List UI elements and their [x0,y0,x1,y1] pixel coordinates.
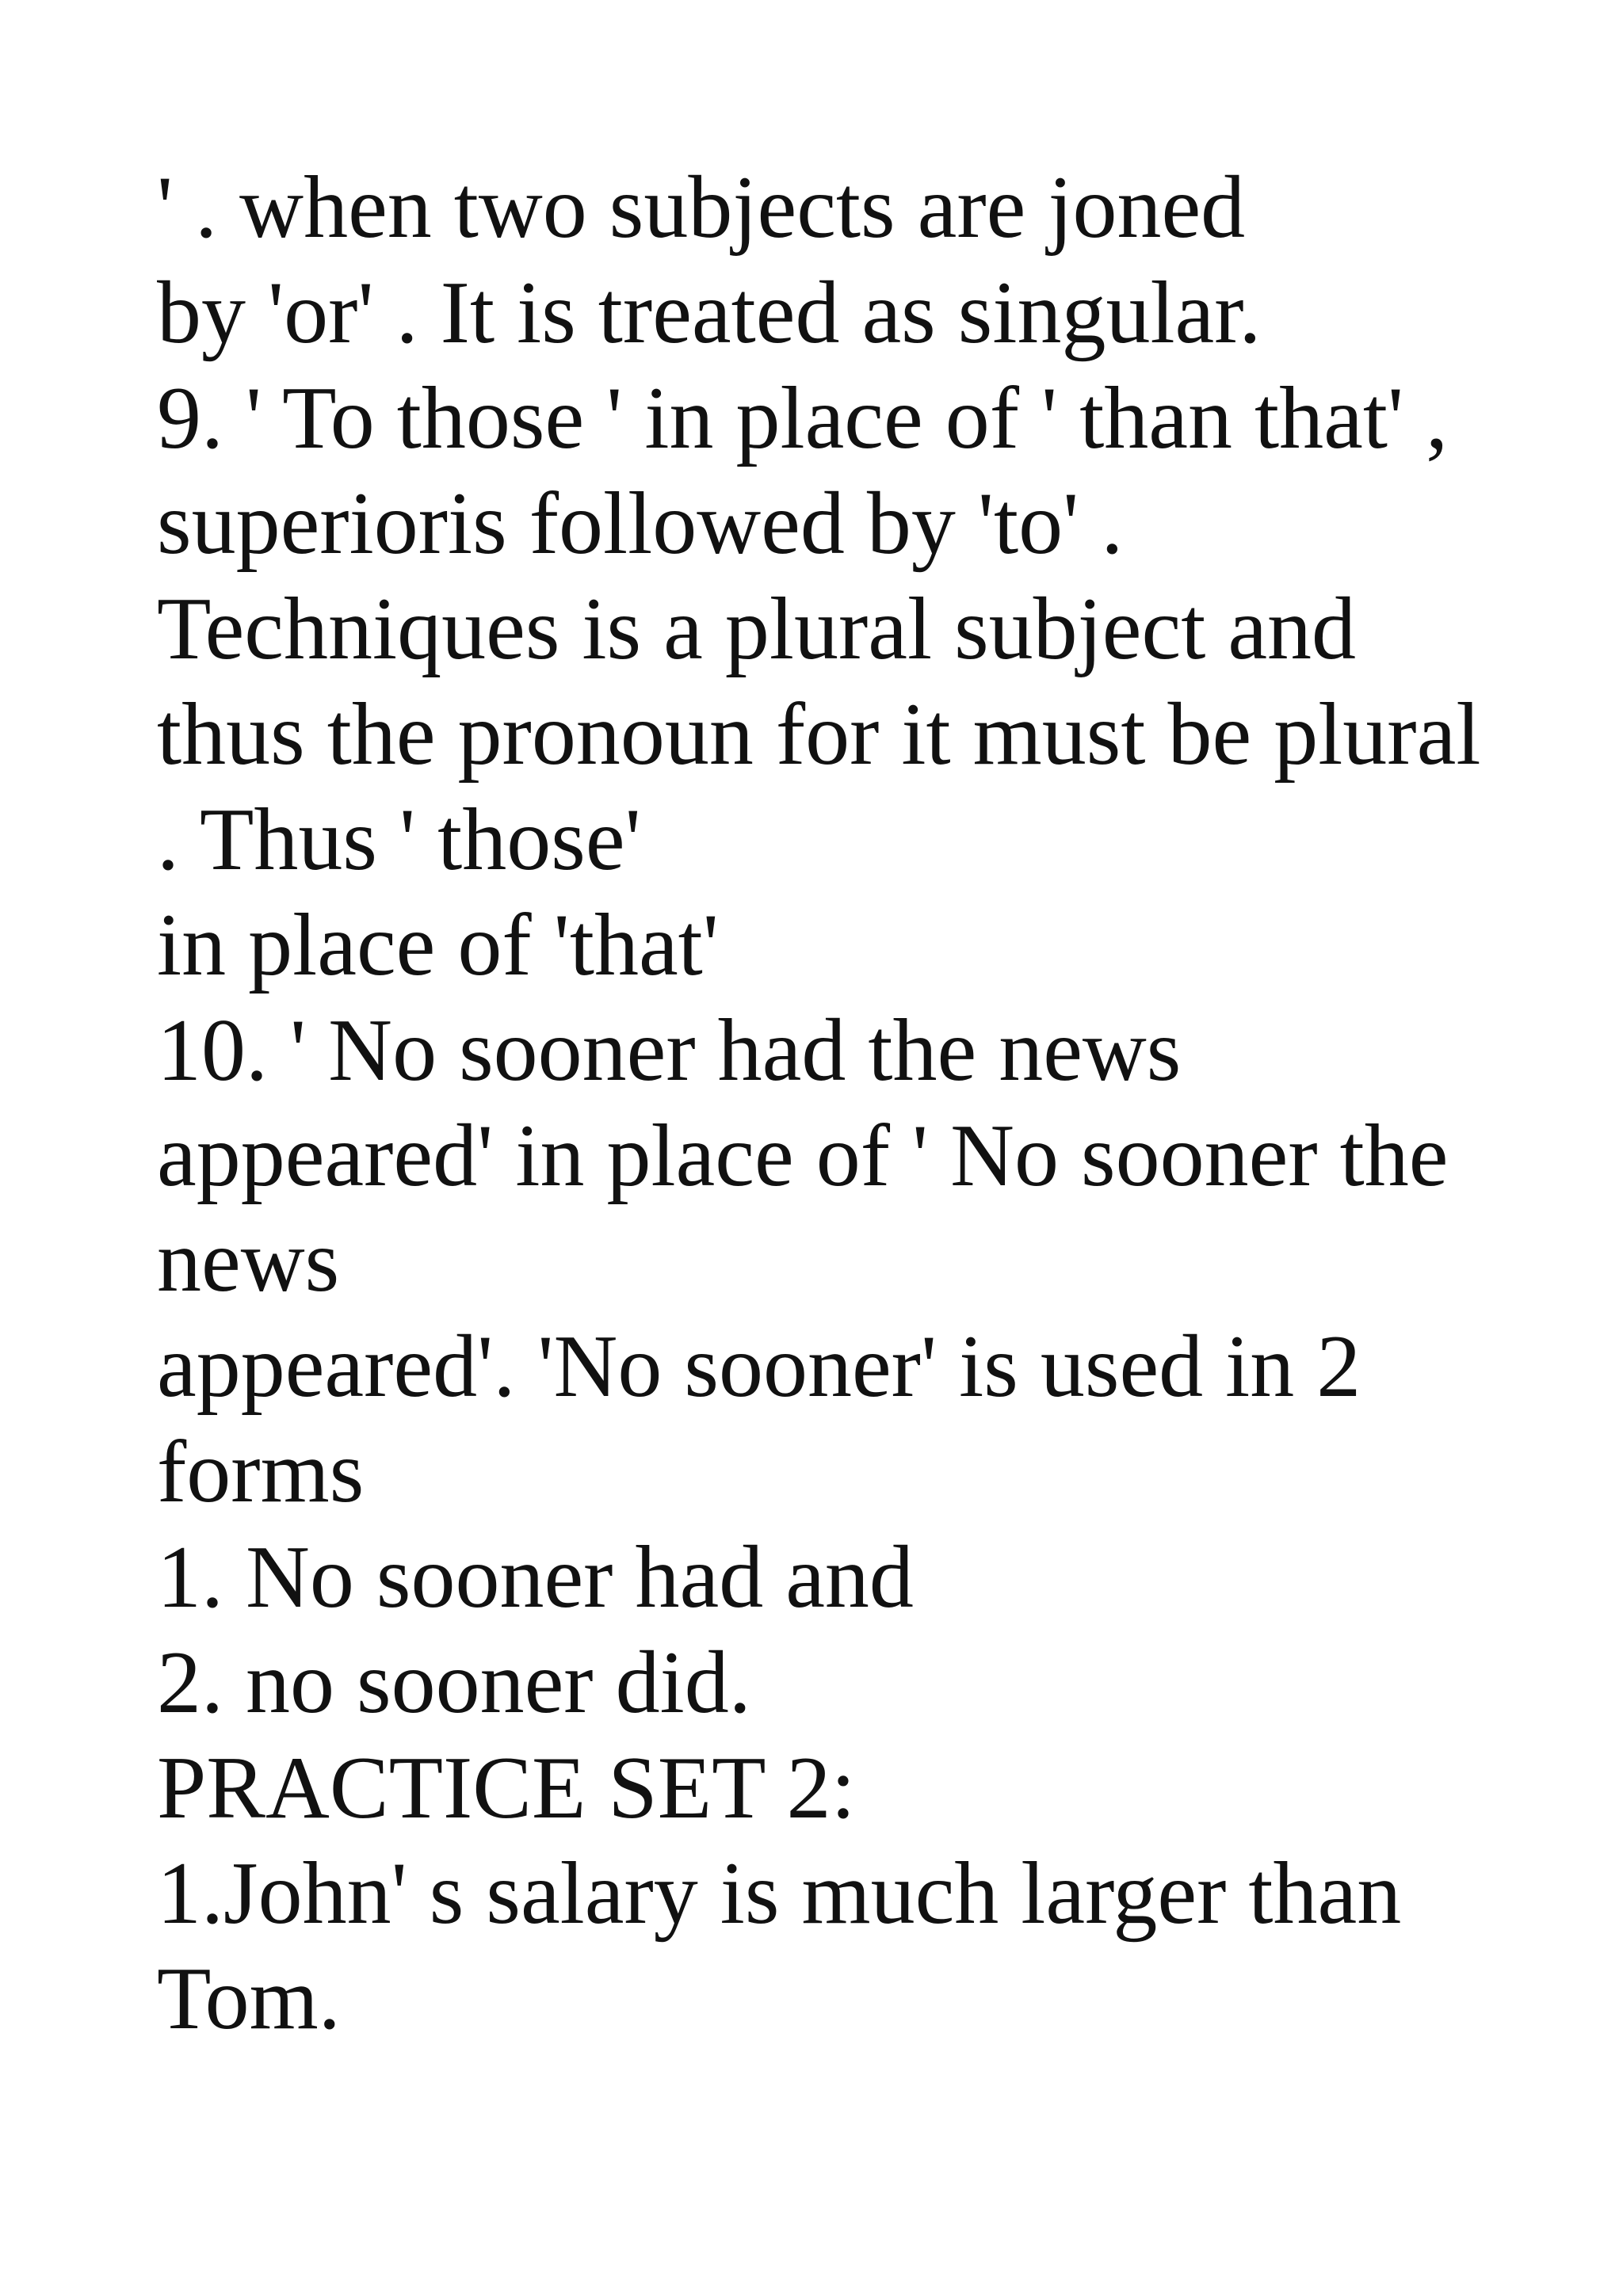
text-line: superioris followed by 'to' . [157,475,1124,573]
text-line: 9. ' To those ' in place of ' than that' , [157,369,1449,467]
text-line: by 'or' . It is treated as singular. [157,264,1262,362]
text-line: news [157,1212,340,1310]
text-line: 1.John' s salary is much larger than [157,1844,1402,1943]
text-line: Techniques is a plural subject and [157,580,1357,678]
document-text [157,155,1583,2052]
text-line: ' . when two subjects are joned [157,158,1246,257]
section-heading: PRACTICE SET 2: [157,1739,856,1837]
text-line: 2. no sooner did. [157,1634,751,1732]
text-line: 10. ' No sooner had the news [157,1001,1182,1100]
text-line: forms [157,1423,365,1521]
text-line: appeared' in place of ' No sooner the [157,1107,1449,1205]
text-line: in place of 'that' [157,896,719,994]
text-line: . Thus ' those' [157,791,641,889]
text-line: 1. No sooner had and [157,1528,914,1627]
text-line: appeared'. 'No sooner' is used in 2 [157,1318,1361,1416]
text-line: Tom. [157,1950,341,2048]
text-line: thus the pronoun for it must be plural [157,685,1481,784]
